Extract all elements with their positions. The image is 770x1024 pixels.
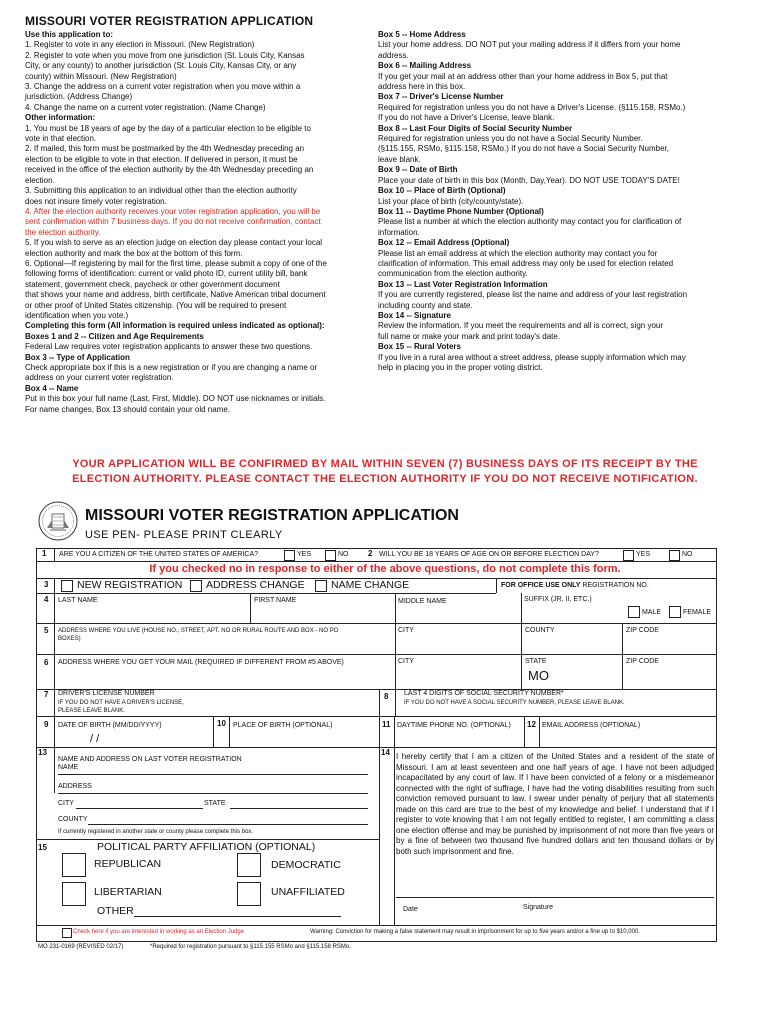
box-number-2: 2 — [368, 549, 373, 558]
instructions-right — [378, 30, 687, 373]
left-instruction-line: 2. Register to vote when you move from one jurisdiction (St. Louis City, Kansas — [25, 50, 305, 60]
citizen-question: ARE YOU A CITIZEN OF THE UNITED STATES OF AMERICA? — [59, 551, 259, 558]
eligibility-warning: If you checked no in response to either of the above questions, do not complete this form. — [149, 563, 621, 575]
left-instruction-line: Completing this form (All information is required unless indicated as optional): — [25, 321, 325, 331]
false-statement-warning: Warning: Conviction for making a false statement may result in imprisonment for up to five years and/or a fine up to $10,000. — [310, 929, 640, 935]
citizen-no-checkbox[interactable] — [325, 550, 336, 561]
last-name-label: LAST NAME — [58, 597, 98, 604]
box-number-11: 11 — [382, 720, 391, 729]
box-number-7: 7 — [44, 690, 49, 699]
name-change-checkbox[interactable] — [315, 580, 327, 592]
name-change-label: NAME CHANGE — [331, 579, 410, 591]
age-yes-checkbox[interactable] — [623, 550, 634, 561]
left-instruction-line: 6. Optional—If registering by mail for the first time, please submit a copy of one of the — [25, 258, 327, 268]
election-judge-checkbox[interactable] — [62, 928, 72, 938]
right-instruction-line: Place your date of birth in this box (Month, Day,Year). DO NOT USE TODAY'S DATE! — [378, 175, 680, 185]
instructions-left — [25, 30, 327, 415]
left-instruction-line: 3. Submitting this application to an individual other than the election authority — [25, 186, 297, 196]
right-instruction-line: leave blank. — [378, 154, 421, 164]
left-instruction-line: election to be eligible to vote in that election. If delivered in person, it must be — [25, 154, 298, 164]
left-instruction-line: 3. Change the address on a current voter registration when you move within a — [25, 82, 301, 92]
election-judge-label: Check here if you are interested in working as an Election Judge — [73, 929, 245, 935]
mail-zip-label: ZIP CODE — [626, 658, 659, 665]
right-instruction-line: Please list a number at which the election authority may contact you for clarification of — [378, 217, 682, 227]
left-instruction-line: 4. Change the name on a current voter registration. (Name Change) — [25, 102, 266, 112]
box-number-6: 6 — [44, 658, 49, 667]
left-instruction-line: For name changes, Box 13 should contain your old name. — [25, 404, 231, 414]
left-instruction-line: received in the office of the election authority by the 4th Wednesday preceding an — [25, 165, 314, 175]
box-number-8: 8 — [384, 692, 389, 701]
left-instruction-line: 4. After the election authority receives your voter registration application, you will be — [25, 206, 321, 216]
suffix-label: SUFFIX (JR, II, ETC.) — [524, 596, 592, 603]
republican-label: REPUBLICAN — [94, 858, 162, 870]
home-county-label: COUNTY — [525, 627, 555, 634]
box-number-5: 5 — [44, 626, 49, 635]
left-instruction-line: 1. Register to vote in any election in Missouri. (New Registration) — [25, 40, 255, 50]
right-instruction-line: clarification of information. This email address may only be used for election related — [378, 258, 674, 268]
left-instruction-line: Box 4 -- Name — [25, 383, 79, 393]
left-instruction-line: 5. If you wish to serve as an election judge on election day please contact your local — [25, 238, 323, 248]
prev-state-label: STATE — [204, 800, 226, 807]
left-instruction-line: county) within Missouri. (New Registration) — [25, 71, 177, 81]
mail-state-label: STATE — [525, 658, 547, 665]
age-no-checkbox[interactable] — [669, 550, 680, 561]
right-instruction-line: Box 8 -- Last Four Digits of Social Security Number — [378, 123, 573, 133]
right-instruction-line: Box 7 -- Driver's License Number — [378, 92, 504, 102]
address-change-checkbox[interactable] — [190, 580, 202, 592]
right-instruction-line: Box 12 -- Email Address (Optional) — [378, 238, 510, 248]
new-registration-label: NEW REGISTRATION — [77, 579, 183, 591]
left-instruction-line: or other proof of United States citizenship. (You will be required to present — [25, 300, 287, 310]
left-instruction-line: address on your current voter registration. — [25, 373, 174, 383]
right-instruction-line: information. — [378, 227, 420, 237]
age-yes-label: YES — [636, 551, 651, 558]
right-instruction-line: address. — [378, 50, 409, 60]
left-instruction-line: Federal Law requires voter registration applicants to answer these two questions. — [25, 342, 313, 352]
right-instruction-line: If you do not have a Driver's License, leave blank. — [378, 113, 555, 123]
right-instruction-line: Box 15 -- Rural Voters — [378, 342, 461, 352]
left-instruction-line: election authority and mark the box at the bottom of this form. — [25, 248, 243, 258]
drivers-license-label: DRIVER'S LICENSE NUMBER — [58, 690, 155, 697]
left-instruction-line: that shows your name and address, birth certificate, Native American tribal document — [25, 290, 326, 300]
right-instruction-line: If you get your mail at an address other than your home address in Box 5, put that — [378, 71, 668, 81]
new-registration-checkbox[interactable] — [61, 580, 73, 592]
office-use-rest: REGISTRATION NO. — [582, 582, 649, 589]
office-use-label — [501, 582, 649, 589]
mail-city-label: CITY — [398, 658, 414, 665]
right-instruction-line: Box 11 -- Daytime Phone Number (Optional) — [378, 206, 544, 216]
box-number-9: 9 — [44, 720, 49, 729]
right-instruction-line: List your place of birth (city/county/state). — [378, 196, 524, 206]
box-number-13: 13 — [38, 748, 47, 757]
page-title: MISSOURI VOTER REGISTRATION APPLICATION — [25, 14, 314, 28]
female-label: FEMALE — [683, 609, 712, 616]
notice-line-2: ELECTION AUTHORITY. PLEASE CONTACT THE ELECTION AUTHORITY IF YOU DO NOT RECEIVE NOTIFICATION. — [72, 473, 698, 485]
democratic-checkbox[interactable] — [237, 853, 261, 877]
citizen-yes-label: YES — [297, 551, 312, 558]
female-checkbox[interactable] — [669, 606, 681, 618]
left-instruction-line: Put in this box your full name (Last, First, Middle). DO NOT use nicknames or initials. — [25, 394, 326, 404]
other-label: OTHER — [97, 905, 134, 917]
state-seal-icon — [38, 501, 78, 541]
box-number-10: 10 — [217, 719, 226, 728]
male-checkbox[interactable] — [628, 606, 640, 618]
prev-registration-note: If currently registered in another state or county please complete this box. — [58, 829, 254, 835]
left-instruction-line: jurisdiction. (Address Change) — [25, 92, 133, 102]
form-title: MISSOURI VOTER REGISTRATION APPLICATION — [85, 507, 459, 524]
home-city-label: CITY — [398, 627, 414, 634]
right-instruction-line: If you are currently registered, please list the name and address of your last registration — [378, 290, 688, 300]
box-number-4: 4 — [44, 595, 49, 604]
right-instruction-line: communication from the election authority. — [378, 269, 528, 279]
unaffiliated-checkbox[interactable] — [237, 882, 261, 906]
left-instruction-line: Boxes 1 and 2 -- Citizen and Age Requirements — [25, 331, 204, 341]
right-instruction-line: help in placing you in the proper voting district. — [378, 363, 543, 372]
home-address-label: ADDRESS WHERE YOU LIVE (HOUSE NO., STREET, APT. NO OR RURAL ROUTE AND BOX - NO PO — [58, 628, 339, 634]
ssn-label: LAST 4 DIGITS OF SOCIAL SECURITY NUMBER* — [404, 690, 564, 697]
left-instruction-line: statement, government check, paycheck or other government document — [25, 279, 280, 289]
right-instruction-line: Box 9 -- Date of Birth — [378, 165, 458, 175]
left-instruction-line: Box 3 -- Type of Application — [25, 352, 130, 362]
libertarian-label: LIBERTARIAN — [94, 886, 162, 898]
right-instruction-line: Please list an email address at which the election authority may contact you for — [378, 248, 658, 258]
left-instruction-line: sent confirmation within 7 business days. If you do not receive confirmation, contact — [25, 217, 321, 227]
right-instruction-line: Box 13 -- Last Voter Registration Information — [378, 279, 548, 289]
age-question: WILL YOU BE 18 YEARS OF AGE ON OR BEFORE ELECTION DAY? — [379, 551, 599, 558]
right-instruction-line: Required for registration unless you do not have a Driver's License. (§115.158, RSMo.) — [378, 102, 686, 112]
box-number-3: 3 — [44, 580, 49, 589]
prev-name-label: NAME — [58, 764, 79, 771]
left-instruction-line: 2. If mailed, this form must be postmarked by the 4th Wednesday preceding an — [25, 144, 305, 154]
signature-label: Signature — [523, 904, 553, 911]
notice-line-1: YOUR APPLICATION WILL BE CONFIRMED BY MAIL WITHIN SEVEN (7) BUSINESS DAYS OF ITS RECEIPT BY THE — [72, 458, 698, 470]
libertarian-checkbox[interactable] — [62, 882, 86, 906]
left-instruction-line: Other information: — [25, 113, 96, 123]
unaffiliated-label: UNAFFILIATED — [271, 886, 345, 898]
form-subtitle: USE PEN- PLEASE PRINT CLEARLY — [85, 529, 283, 541]
democratic-label: DEMOCRATIC — [271, 859, 341, 871]
republican-checkbox[interactable] — [62, 853, 86, 877]
drivers-license-note-1: IF YOU DO NOT HAVE A DRIVER'S LICENSE, — [58, 700, 184, 706]
drivers-license-note-2: PLEASE LEAVE BLANK. — [58, 708, 125, 714]
left-instruction-line: identification when you vote.) — [25, 310, 129, 320]
office-use-bold: FOR OFFICE USE ONLY — [501, 582, 581, 589]
left-instruction-line: following forms of identification: current or valid photo ID, current utility bill, bank — [25, 269, 308, 279]
address-change-label: ADDRESS CHANGE — [206, 579, 305, 591]
left-instruction-line: election. — [25, 175, 55, 185]
right-instruction-line: Box 5 -- Home Address — [378, 30, 466, 39]
confirmation-notice — [60, 457, 710, 487]
home-address-label-2: BOXES) — [58, 636, 81, 642]
box-number-15: 15 — [38, 843, 47, 852]
left-instruction-line: does not insure timely voter registration. — [25, 196, 167, 206]
right-instruction-line: Box 6 -- Mailing Address — [378, 61, 472, 71]
right-instruction-line: If you live in a rural area without a street address, please supply information which may — [378, 352, 686, 362]
prev-city-label: CITY — [58, 800, 74, 807]
right-instruction-line: Review the information. If you meet the requirements and all is correct, sign your — [378, 321, 664, 331]
box-number-1: 1 — [42, 549, 47, 558]
left-instruction-line: Use this application to: — [25, 30, 114, 39]
left-instruction-line: City, or any county) to another jurisdiction (St. Louis City, Kansas City, or any — [25, 61, 297, 71]
email-label: EMAIL ADDRESS (OPTIONAL) — [542, 722, 641, 729]
age-no-label: NO — [682, 551, 693, 558]
dob-label: DATE OF BIRTH (MM/DD/YYYY) — [58, 722, 162, 729]
right-instruction-line: Required for registration unless you do not have a Social Security Number. — [378, 134, 643, 144]
form-code: MO 231-0169 (REVISED 02/17) — [38, 944, 124, 950]
home-zip-label: ZIP CODE — [626, 627, 659, 634]
box-number-14: 14 — [381, 748, 390, 757]
left-instruction-line: Check appropriate box if this is a new registration or if you are changing a name or — [25, 363, 318, 372]
other-party-input[interactable] — [134, 916, 341, 917]
left-instruction-line: 1. You must be 18 years of age by the day of a particular election to be eligible to — [25, 123, 311, 133]
first-name-label: FIRST NAME — [254, 597, 297, 604]
right-instruction-line: List your home address. DO NOT put your mailing address if it differs from your home — [378, 40, 681, 50]
pob-label: PLACE OF BIRTH (OPTIONAL) — [233, 722, 333, 729]
middle-name-label: MIDDLE NAME — [398, 598, 447, 605]
right-instruction-line: Box 10 -- Place of Birth (Optional) — [378, 186, 506, 196]
male-label: MALE — [642, 609, 662, 616]
left-instruction-line: vote in that election. — [25, 134, 97, 144]
footer-note: *Required for registration pursuant to §115.155 RSMo and §115.158 RSMo. — [150, 944, 351, 950]
box-number-12: 12 — [527, 720, 536, 729]
dob-slashes: / / — [90, 733, 100, 745]
right-instruction-line: (§115.155, RSMo, §115.158, RSMo.) If you do not have a Social Security Number, — [378, 144, 669, 154]
mail-state-value: MO — [528, 668, 549, 683]
right-instruction-line: full name or make your mark and print today's date. — [378, 331, 561, 341]
phone-label: DAYTIME PHONE NO. (OPTIONAL) — [397, 722, 511, 729]
ssn-note: IF YOU DO NOT HAVE A SOCIAL SECURITY NUMBER, PLEASE LEAVE BLANK. — [404, 700, 625, 706]
mail-address-label: ADDRESS WHERE YOU GET YOUR MAIL (REQUIRED IF DIFFERENT FROM #5 ABOVE) — [58, 659, 344, 666]
left-instruction-line: the election authority. — [25, 227, 101, 237]
citizen-no-label: NO — [338, 551, 349, 558]
date-label: Date — [403, 906, 418, 913]
certification-text: I hereby certify that I am a citizen of the United States and a resident of the state of Missouri. I am at least seventeen and one half years of age. I have not been adjudged incapacitated by any court of law. If I have been convicted of a felony or a misdemeanor connected with the right of suffrage, I have had the voting disabilities resulting from such conviction removed pursuant to law. I swear under penalty of perjury that all statements made on this card are true to the best of my knowledge and belief. I understand that if I register to vote knowing that I am not legally entitled to register, I am committing a class one election offense and may be punished by imprisonment of not more than five years or by a fine of between two thousand five hundred dollars and ten thousand dollars or by both such imprisonment and fine. — [396, 752, 714, 856]
prev-address-label: ADDRESS — [58, 783, 92, 790]
prev-registration-title: NAME AND ADDRESS ON LAST VOTER REGISTRATION — [58, 756, 242, 763]
right-instruction-line: including county and state. — [378, 300, 473, 310]
right-instruction-line: address here in this box. — [378, 82, 466, 92]
party-title: POLITICAL PARTY AFFILIATION (OPTIONAL) — [97, 841, 316, 853]
prev-county-label: COUNTY — [58, 816, 88, 823]
right-instruction-line: Box 14 -- Signature — [378, 310, 451, 320]
citizen-yes-checkbox[interactable] — [284, 550, 295, 561]
